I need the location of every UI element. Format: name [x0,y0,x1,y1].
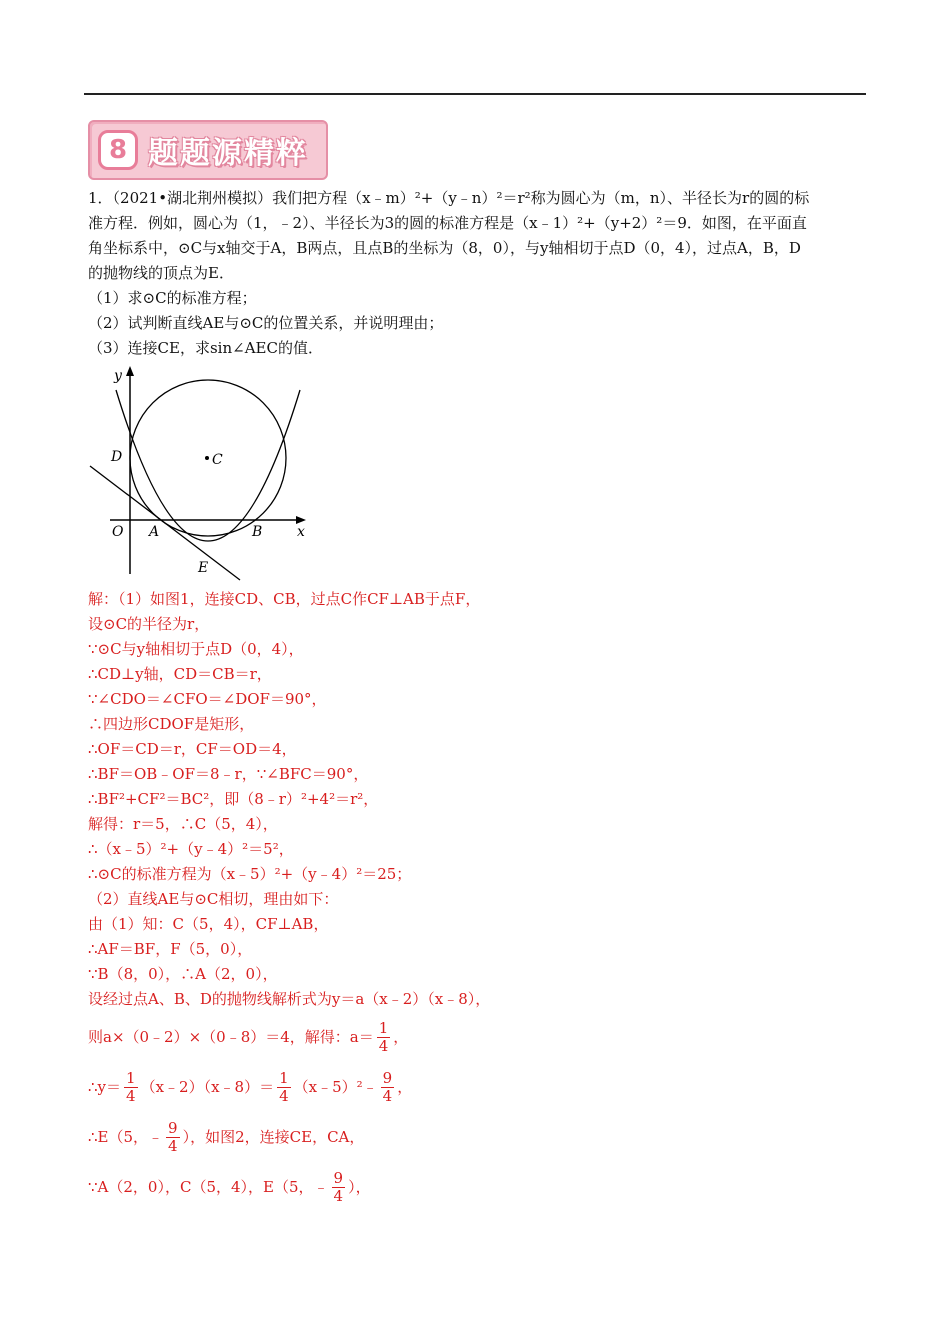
fraction-numerator: 9 [333,1168,344,1187]
text-segment: ∵A（2，0），C（5，4），E（5，﹣ [88,1177,329,1196]
fraction [381,1070,395,1105]
text-segment: ∴E（5，﹣ [88,1127,164,1146]
label-d: D [111,449,123,465]
problem-line: （2）试判断直线AE与⊙C的位置关系，并说明理由； [88,314,444,332]
tangent-line-ae [90,466,240,580]
solution-line: 设经过点A、B、D的抛物线解析式为y＝a（x﹣2）（x﹣8）， [88,990,491,1008]
solution-line: ∴BF＝OB﹣OF＝8﹣r，∵∠BFC＝90°， [88,765,369,783]
problem-line: 角坐标系中，⊙C与x轴交于A，B两点，且点B的坐标为（8，0），与y轴相切于点D（0，4），过点A，B，D [88,239,801,257]
label-o: O [112,524,124,540]
solution-line: ∴BF²+CF²＝BC²，即（8﹣r）²+4²＝r²， [88,790,379,808]
label-e: E [198,560,209,576]
solution-line: ∴CD⊥y轴，CD＝CB＝r， [88,665,272,683]
problem-line: 的抛物线的顶点为E． [88,264,234,282]
solution-line: ∴OF＝CD＝r，CF＝OD＝4， [88,740,297,758]
fraction-denominator: 4 [382,1086,393,1105]
text-segment: ）， [348,1177,371,1196]
solution-line: ∵∠CDO＝∠CFO＝∠DOF＝90°， [88,690,327,708]
top-rule [84,93,866,95]
fraction [166,1120,180,1155]
fraction-denominator: 4 [333,1186,344,1205]
text-segment: （x﹣2）（x﹣8）＝ [140,1077,275,1096]
text-segment: （x﹣5）²﹣ [293,1077,378,1096]
geometry-figure [88,362,318,584]
text-segment: ， [397,1077,413,1096]
fraction [124,1070,138,1105]
fraction [332,1170,346,1205]
fraction-denominator: 4 [378,1036,389,1055]
solution-line: ∵B（8，0），∴A（2，0）， [88,965,278,983]
solution-line: （2）直线AE与⊙C相切，理由如下： [88,890,339,908]
problem-statement [88,186,888,361]
fraction-numerator: 1 [126,1068,136,1087]
problem-line: （1）求⊙C的标准方程； [88,289,257,307]
solution-fraction-line [88,1012,888,1062]
solution-line: 解：（1）如图1，连接CD、CB，过点C作CF⊥AB于点F， [88,590,481,608]
fraction-numerator: 9 [382,1068,393,1087]
solution-fraction-line [88,1062,888,1112]
label-y: y [114,368,122,384]
fraction [277,1070,291,1105]
fraction-denominator: 4 [279,1086,289,1105]
x-axis-arrow-icon [296,516,306,524]
solution-line: ∴四边形CDOF是矩形， [88,715,255,733]
text-segment: ∴y＝ [88,1077,122,1096]
label-c: C [212,452,223,468]
text-segment: ， [393,1027,409,1046]
parabola [116,390,300,541]
solution-line: 由（1）知：C（5，4），CF⊥AB， [88,915,329,933]
problem-line: 准方程．例如，圆心为（1，﹣2）、半径长为3的圆的标准方程是（x﹣1）²+（y+2）²＝9．如图，在平面直 [88,214,807,232]
solution-line: 解得：r＝5，∴C（5，4）， [88,815,278,833]
solution-line: ∵⊙C与y轴相切于点D（0，4）， [88,640,304,658]
problem-line: 1．（2021•湖北荆州模拟）我们把方程（x﹣m）²+（y﹣n）²＝r²称为圆心为（m，n）、半径长为r的圆的标 [88,189,810,207]
section-banner [88,120,328,180]
center-point [205,456,209,460]
fraction-denominator: 4 [126,1086,136,1105]
label-b: B [252,524,263,540]
label-a: A [149,524,160,540]
text-segment: 则a×（0﹣2）×（0﹣8）＝4，解得：a＝ [88,1027,374,1046]
solution-fraction-line [88,1162,888,1212]
fraction-numerator: 1 [378,1018,389,1037]
banner-title: 题题源精粹 [148,136,308,171]
fraction-denominator: 4 [168,1136,178,1155]
y-axis-arrow-icon [126,366,134,376]
solution-line: ∴（x﹣5）²+（y﹣4）²＝5²， [88,840,294,858]
solution-fraction-line [88,1112,888,1162]
solution-line: ∴AF＝BF，F（5，0）， [88,940,253,958]
fraction-numerator: 9 [168,1118,178,1137]
solution-line: 设⊙C的半径为r， [88,615,210,633]
problem-line: （3）连接CE，求sin∠AEC的值． [88,339,323,357]
fraction-numerator: 1 [279,1068,289,1087]
solution [88,587,888,1212]
solution-line: ∴⊙C的标准方程为（x﹣5）²+（y﹣4）²＝25； [88,865,412,883]
banner-badge-icon: 8 [98,130,138,170]
fraction [377,1020,391,1055]
text-segment: ），如图2，连接CE，CA， [182,1127,365,1146]
label-x: x [297,524,305,540]
